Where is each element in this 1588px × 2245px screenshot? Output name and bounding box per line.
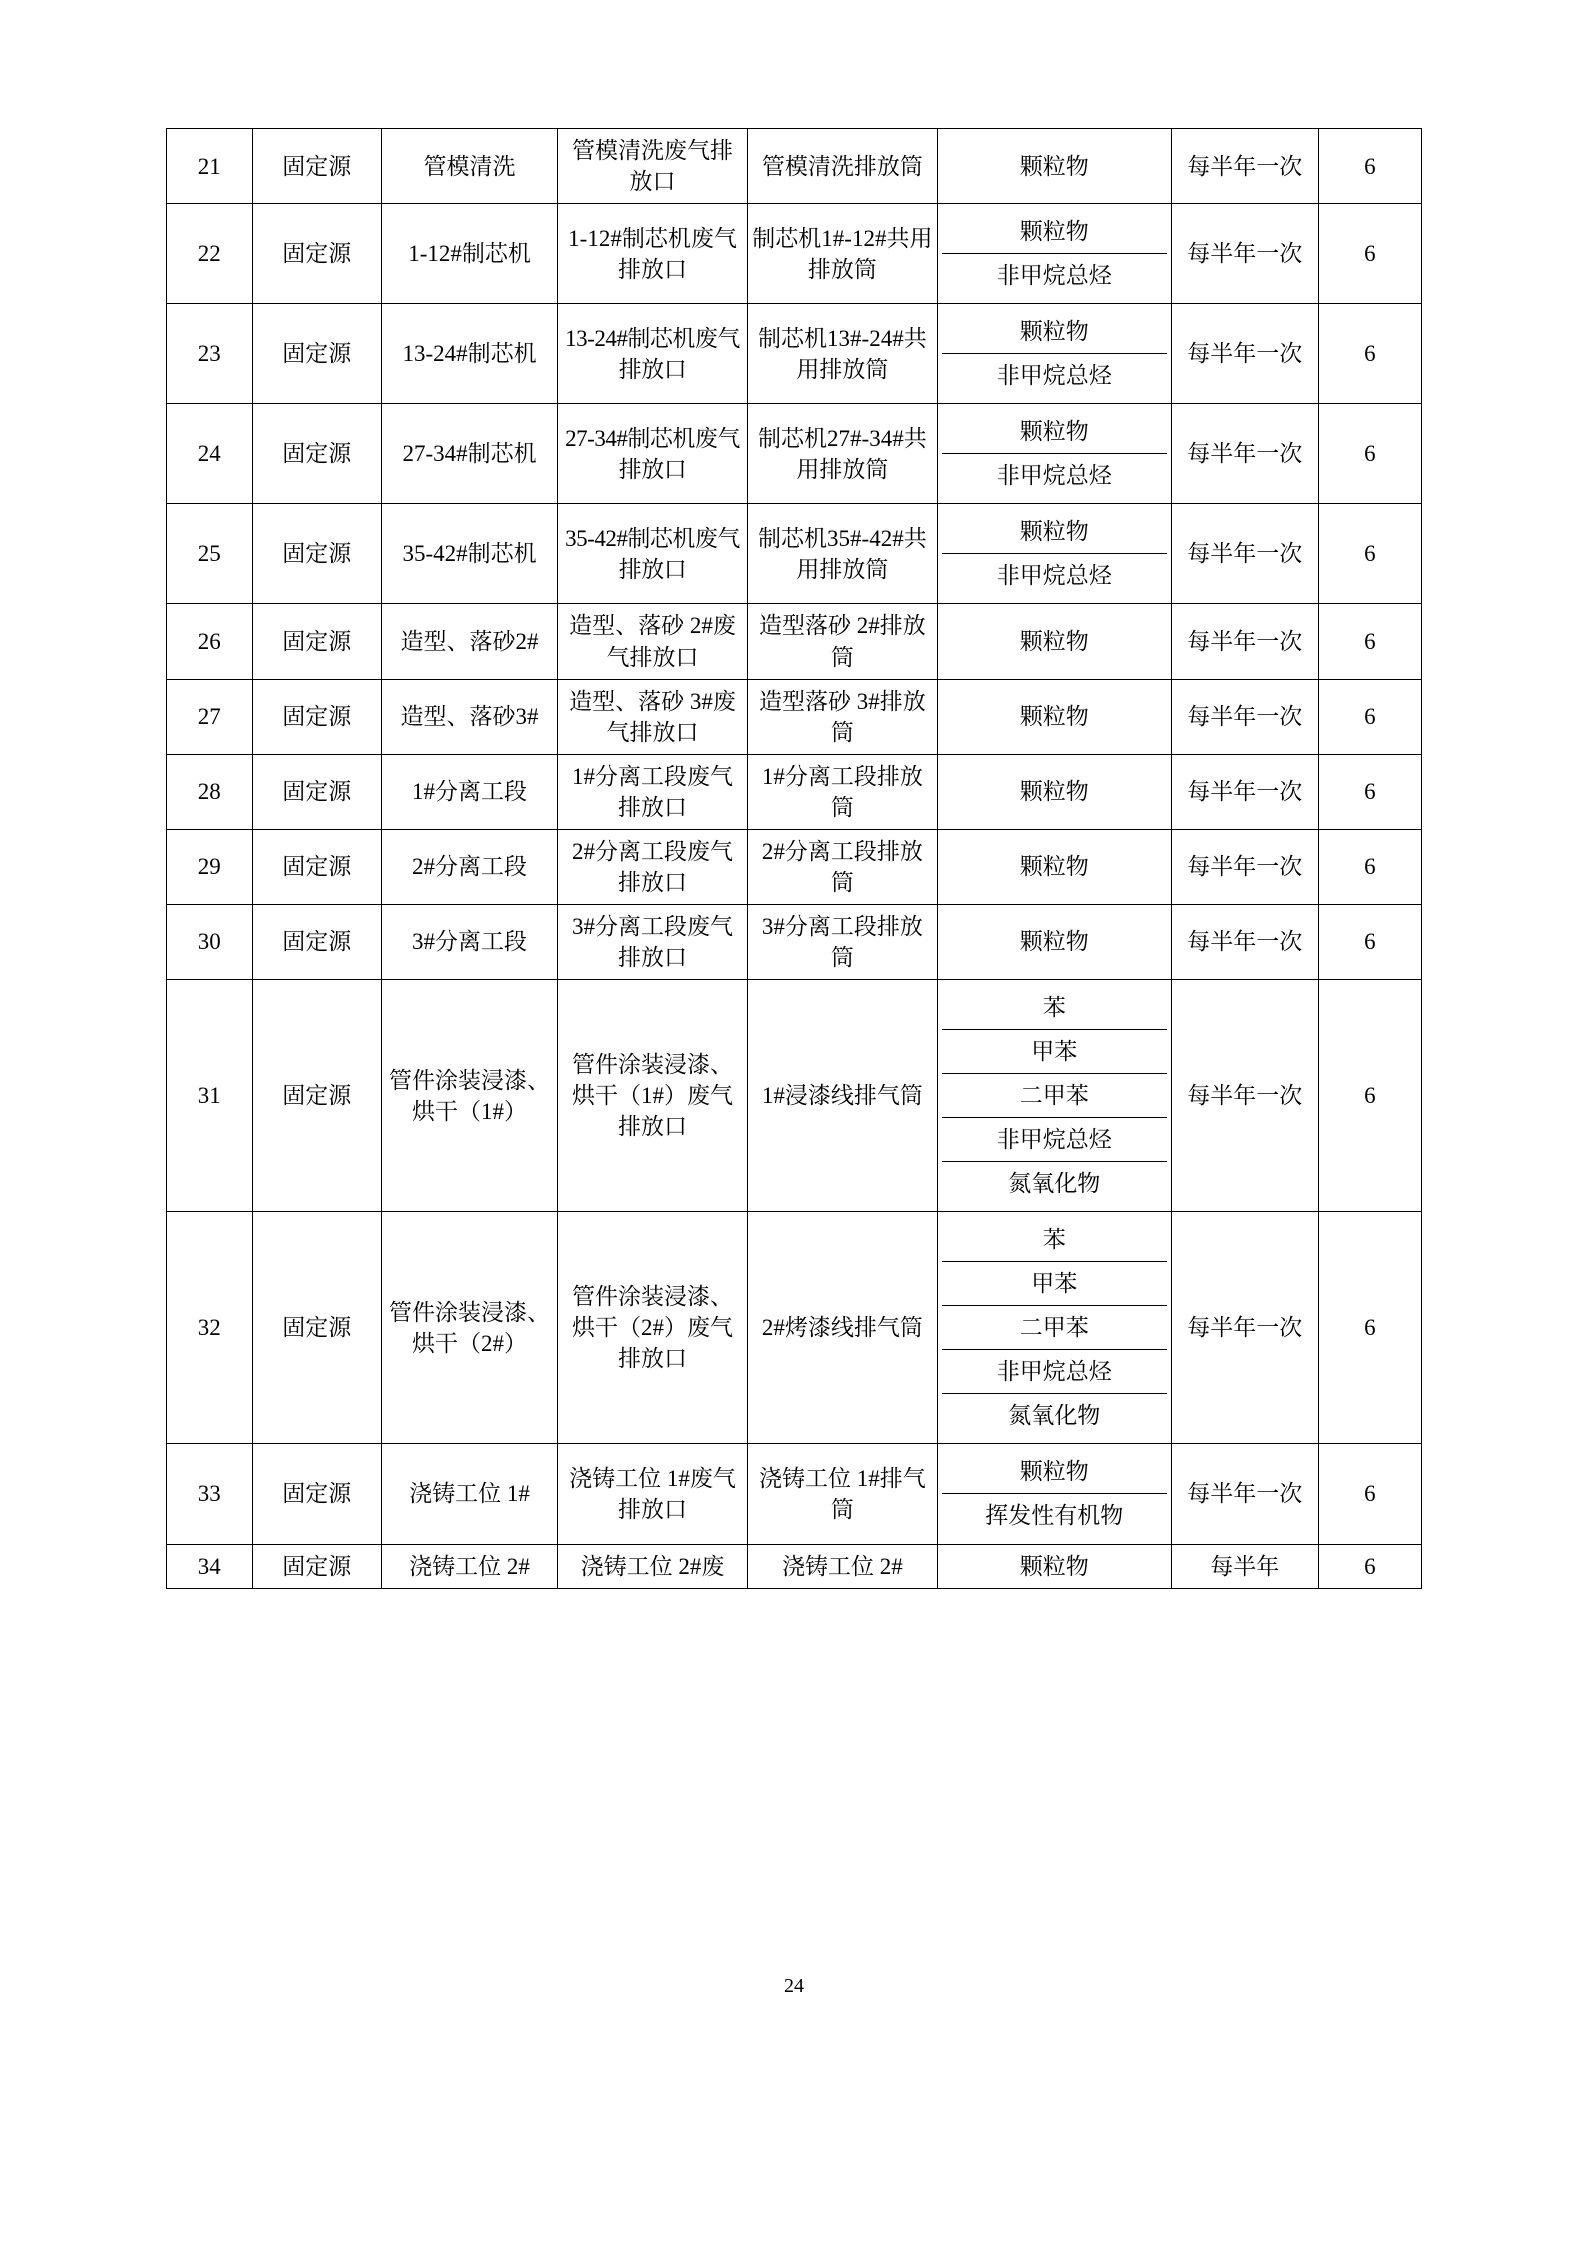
cell-no: 24 (167, 404, 253, 504)
cell-factor: 颗粒物 (937, 754, 1171, 829)
cell-factor: 颗粒物 (937, 904, 1171, 979)
cell-no: 31 (167, 979, 253, 1211)
cell-factor-group (937, 404, 1171, 504)
cell-no: 34 (167, 1544, 253, 1588)
table-row (167, 754, 1422, 829)
cell-factor: 二甲苯 (942, 1306, 1167, 1350)
cell-outlet: 13-24#制芯机废气排放口 (558, 304, 748, 404)
cell-count: 6 (1318, 904, 1421, 979)
cell-stack: 浇铸工位 2# (747, 1544, 937, 1588)
cell-stack: 制芯机27#-34#共用排放筒 (747, 404, 937, 504)
cell-source: 管模清洗 (382, 129, 558, 204)
cell-type: 固定源 (252, 829, 382, 904)
cell-count: 6 (1318, 604, 1421, 679)
table-body (167, 129, 1422, 1589)
cell-type: 固定源 (252, 754, 382, 829)
cell-factor-group (937, 1444, 1171, 1544)
cell-factor: 氮氧化物 (1008, 1171, 1101, 1197)
cell-factor: 非甲烷总烃 (942, 1118, 1167, 1162)
table-row (167, 604, 1422, 679)
cell-count: 6 (1318, 1444, 1421, 1544)
cell-stack: 制芯机35#-42#共用排放筒 (747, 504, 937, 604)
cell-no: 26 (167, 604, 253, 679)
cell-stack: 2#烤漆线排气筒 (747, 1212, 937, 1444)
cell-source: 造型、落砂2# (382, 604, 558, 679)
cell-source: 2#分离工段 (382, 829, 558, 904)
cell-factor: 颗粒物 (937, 679, 1171, 754)
cell-factor-group (937, 504, 1171, 604)
cell-stack: 浇铸工位 1#排气筒 (747, 1444, 937, 1544)
cell-type: 固定源 (252, 504, 382, 604)
cell-no: 30 (167, 904, 253, 979)
cell-type: 固定源 (252, 1444, 382, 1544)
table-row (167, 404, 1422, 504)
cell-frequency: 每半年一次 (1171, 304, 1318, 404)
cell-frequency: 每半年一次 (1171, 604, 1318, 679)
cell-factor: 颗粒物 (937, 1544, 1171, 1588)
cell-count: 6 (1318, 754, 1421, 829)
cell-type: 固定源 (252, 979, 382, 1211)
cell-type: 固定源 (252, 404, 382, 504)
cell-outlet: 浇铸工位 2#废 (558, 1544, 748, 1588)
cell-factor: 甲苯 (942, 1262, 1167, 1306)
cell-no: 32 (167, 1212, 253, 1444)
cell-factor: 非甲烷总烃 (996, 263, 1112, 289)
table-row (167, 304, 1422, 404)
cell-type: 固定源 (252, 604, 382, 679)
cell-factor-group (937, 304, 1171, 404)
cell-frequency: 每半年一次 (1171, 504, 1318, 604)
table-row (167, 904, 1422, 979)
table-row (167, 204, 1422, 304)
table-row (167, 679, 1422, 754)
cell-frequency: 每半年一次 (1171, 129, 1318, 204)
cell-stack: 造型落砂 3#排放筒 (747, 679, 937, 754)
cell-outlet: 造型、落砂 3#废气排放口 (558, 679, 748, 754)
cell-no: 28 (167, 754, 253, 829)
cell-source: 3#分离工段 (382, 904, 558, 979)
cell-type: 固定源 (252, 679, 382, 754)
cell-factor: 氮氧化物 (1008, 1403, 1101, 1429)
table-row (167, 1544, 1422, 1588)
cell-no: 22 (167, 204, 253, 304)
cell-source: 35-42#制芯机 (382, 504, 558, 604)
cell-outlet: 管件涂装浸漆、烘干（2#）废气排放口 (558, 1212, 748, 1444)
cell-type: 固定源 (252, 1212, 382, 1444)
table-row (167, 1444, 1422, 1544)
cell-no: 21 (167, 129, 253, 204)
cell-factor: 颗粒物 (942, 510, 1167, 554)
cell-source: 浇铸工位 1# (382, 1444, 558, 1544)
monitoring-plan-table (166, 128, 1422, 1589)
cell-factor: 非甲烷总烃 (996, 463, 1112, 489)
cell-stack: 制芯机13#-24#共用排放筒 (747, 304, 937, 404)
table-row (167, 829, 1422, 904)
cell-stack: 1#分离工段排放筒 (747, 754, 937, 829)
cell-no: 33 (167, 1444, 253, 1544)
cell-factor: 非甲烷总烃 (996, 363, 1112, 389)
table-row (167, 129, 1422, 204)
cell-factor: 颗粒物 (942, 1450, 1167, 1494)
cell-no: 27 (167, 679, 253, 754)
cell-type: 固定源 (252, 904, 382, 979)
cell-count: 6 (1318, 204, 1421, 304)
cell-outlet: 管模清洗废气排放口 (558, 129, 748, 204)
cell-stack: 管模清洗排放筒 (747, 129, 937, 204)
monitoring-plan-table-wrapper (166, 128, 1422, 1589)
cell-factor: 颗粒物 (942, 210, 1167, 254)
page-number: 24 (784, 1975, 804, 1997)
cell-type: 固定源 (252, 304, 382, 404)
cell-count: 6 (1318, 1544, 1421, 1588)
cell-outlet: 35-42#制芯机废气排放口 (558, 504, 748, 604)
cell-factor-group (937, 1212, 1171, 1444)
cell-source: 管件涂装浸漆、烘干（2#） (382, 1212, 558, 1444)
cell-factor-group (937, 979, 1171, 1211)
cell-frequency: 每半年一次 (1171, 1212, 1318, 1444)
cell-stack: 1#浸漆线排气筒 (747, 979, 937, 1211)
cell-factor: 非甲烷总烃 (996, 563, 1112, 589)
cell-frequency: 每半年 (1171, 1544, 1318, 1588)
cell-source: 13-24#制芯机 (382, 304, 558, 404)
cell-outlet: 3#分离工段废气排放口 (558, 904, 748, 979)
cell-count: 6 (1318, 829, 1421, 904)
cell-source: 1-12#制芯机 (382, 204, 558, 304)
cell-no: 29 (167, 829, 253, 904)
cell-stack: 2#分离工段排放筒 (747, 829, 937, 904)
cell-stack: 制芯机1#-12#共用排放筒 (747, 204, 937, 304)
cell-outlet: 管件涂装浸漆、烘干（1#）废气排放口 (558, 979, 748, 1211)
cell-count: 6 (1318, 504, 1421, 604)
cell-outlet: 2#分离工段废气排放口 (558, 829, 748, 904)
cell-factor: 颗粒物 (937, 604, 1171, 679)
cell-count: 6 (1318, 1212, 1421, 1444)
cell-no: 23 (167, 304, 253, 404)
cell-count: 6 (1318, 129, 1421, 204)
cell-type: 固定源 (252, 1544, 382, 1588)
cell-factor: 颗粒物 (942, 410, 1167, 454)
cell-factor: 苯 (942, 1218, 1167, 1262)
cell-outlet: 1-12#制芯机废气排放口 (558, 204, 748, 304)
cell-factor: 苯 (942, 986, 1167, 1030)
cell-outlet: 27-34#制芯机废气排放口 (558, 404, 748, 504)
cell-source: 造型、落砂3# (382, 679, 558, 754)
table-row (167, 979, 1422, 1211)
cell-stack: 造型落砂 2#排放筒 (747, 604, 937, 679)
cell-factor: 颗粒物 (937, 829, 1171, 904)
cell-source: 管件涂装浸漆、烘干（1#） (382, 979, 558, 1211)
cell-frequency: 每半年一次 (1171, 679, 1318, 754)
cell-factor: 非甲烷总烃 (942, 1350, 1167, 1394)
cell-outlet: 浇铸工位 1#废气排放口 (558, 1444, 748, 1544)
cell-source: 27-34#制芯机 (382, 404, 558, 504)
cell-factor: 甲苯 (942, 1029, 1167, 1073)
cell-factor: 颗粒物 (937, 129, 1171, 204)
cell-factor: 二甲苯 (942, 1074, 1167, 1118)
cell-count: 6 (1318, 679, 1421, 754)
cell-type: 固定源 (252, 129, 382, 204)
cell-frequency: 每半年一次 (1171, 904, 1318, 979)
cell-no: 25 (167, 504, 253, 604)
cell-source: 浇铸工位 2# (382, 1544, 558, 1588)
cell-count: 6 (1318, 404, 1421, 504)
cell-frequency: 每半年一次 (1171, 204, 1318, 304)
cell-frequency: 每半年一次 (1171, 829, 1318, 904)
cell-frequency: 每半年一次 (1171, 404, 1318, 504)
cell-factor: 颗粒物 (942, 310, 1167, 354)
table-row (167, 504, 1422, 604)
cell-frequency: 每半年一次 (1171, 979, 1318, 1211)
table-row (167, 1212, 1422, 1444)
cell-count: 6 (1318, 979, 1421, 1211)
cell-outlet: 1#分离工段废气排放口 (558, 754, 748, 829)
cell-factor: 挥发性有机物 (985, 1503, 1124, 1529)
cell-frequency: 每半年一次 (1171, 1444, 1318, 1544)
cell-source: 1#分离工段 (382, 754, 558, 829)
cell-stack: 3#分离工段排放筒 (747, 904, 937, 979)
cell-count: 6 (1318, 304, 1421, 404)
cell-frequency: 每半年一次 (1171, 754, 1318, 829)
cell-factor-group (937, 204, 1171, 304)
cell-type: 固定源 (252, 204, 382, 304)
cell-outlet: 造型、落砂 2#废气排放口 (558, 604, 748, 679)
